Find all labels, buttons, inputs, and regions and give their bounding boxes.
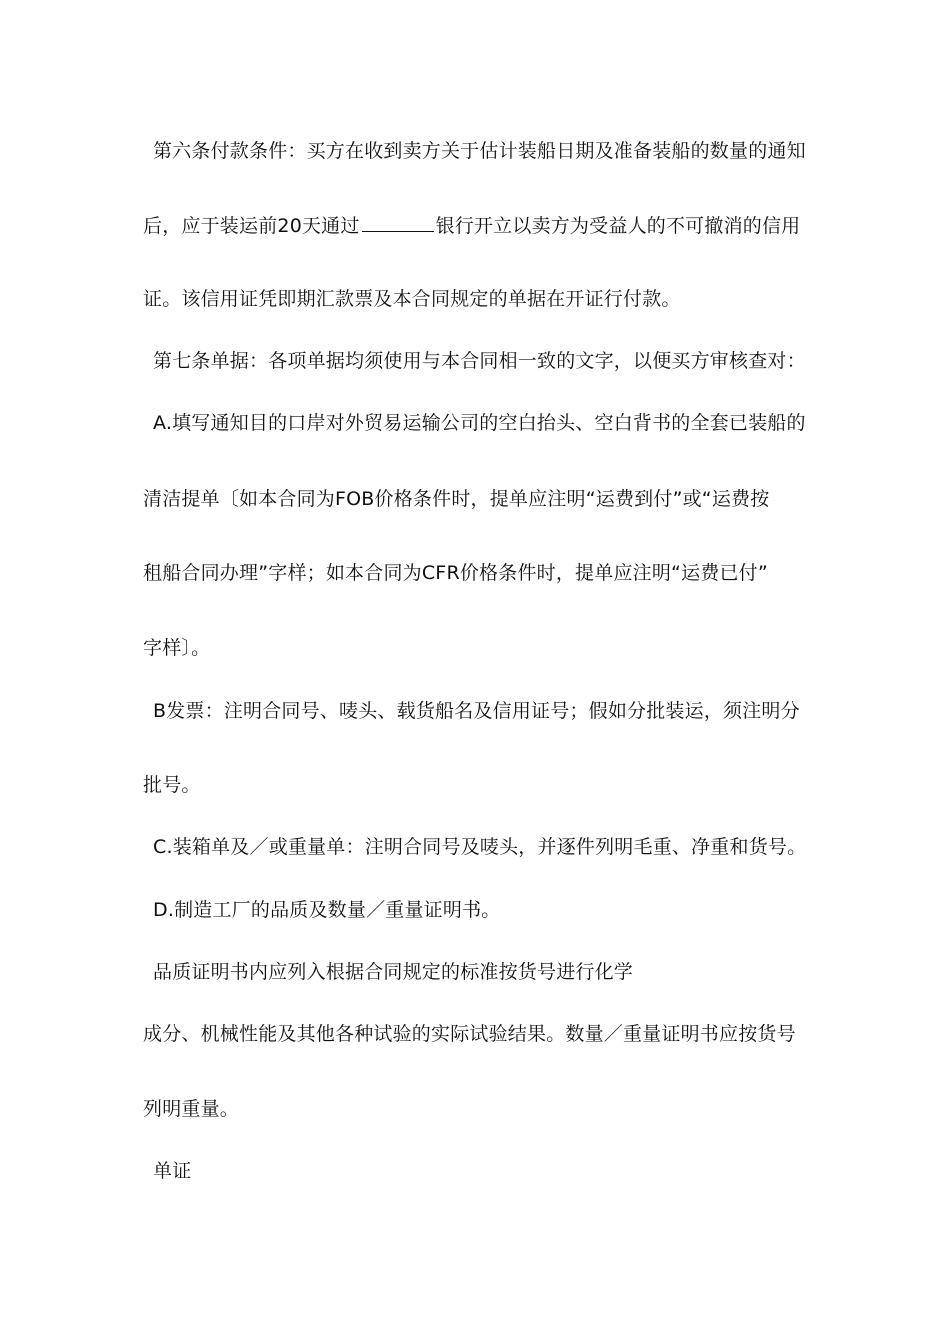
item-b-line1: B发票：注明合同号、唛头、载货船名及信用证号；假如分批装运，须注明分 bbox=[153, 700, 800, 722]
quality-line1: 品质证明书内应列入根据合同规定的标准按货号进行化学 bbox=[153, 961, 634, 983]
section-heading-documents: 单证 bbox=[153, 1160, 192, 1182]
article6-line2-text-after: 银行开立以卖方为受益人的不可撤消的信用 bbox=[435, 215, 801, 237]
item-a-line3: 租船合同办理”字样；如本合同为CFR价格条件时，提单应注明“运费已付” bbox=[143, 562, 768, 584]
article6-line1: 第六条付款条件：买方在收到卖方关于估计装船日期及准备装船的数量的通知 bbox=[153, 140, 806, 162]
item-a-line4: 字样〕。 bbox=[143, 637, 211, 659]
article7-heading: 第七条单据：各项单据均须使用与本合同相一致的文字，以便买方审核查对： bbox=[153, 350, 806, 372]
item-c: C.装箱单及／或重量单：注明合同号及唛头，并逐件列明毛重、净重和货号。 bbox=[153, 836, 807, 858]
article6-line2 bbox=[143, 213, 800, 238]
item-b-line2: 批号。 bbox=[143, 774, 201, 796]
item-d: D.制造工厂的品质及数量／重量证明书。 bbox=[153, 899, 501, 921]
item-a-line1: A.填写通知目的口岸对外贸易运输公司的空白抬头、空白背书的全套已装船的 bbox=[153, 412, 806, 434]
item-a-line2: 清洁提单〔如本合同为FOB价格条件时，提单应注明“运费到付”或“运费按 bbox=[143, 488, 770, 510]
bank-name-blank[interactable] bbox=[362, 213, 434, 232]
quality-line2: 成分、机械性能及其他各种试验的实际试验结果。数量／重量证明书应按货号 bbox=[143, 1023, 796, 1045]
quality-line3: 列明重量。 bbox=[143, 1098, 240, 1120]
article6-line3: 证。该信用证凭即期汇款票及本合同规定的单据在开证行付款。 bbox=[143, 288, 681, 310]
article6-line2-text-before: 后，应于装运前20天通过 bbox=[143, 215, 360, 237]
